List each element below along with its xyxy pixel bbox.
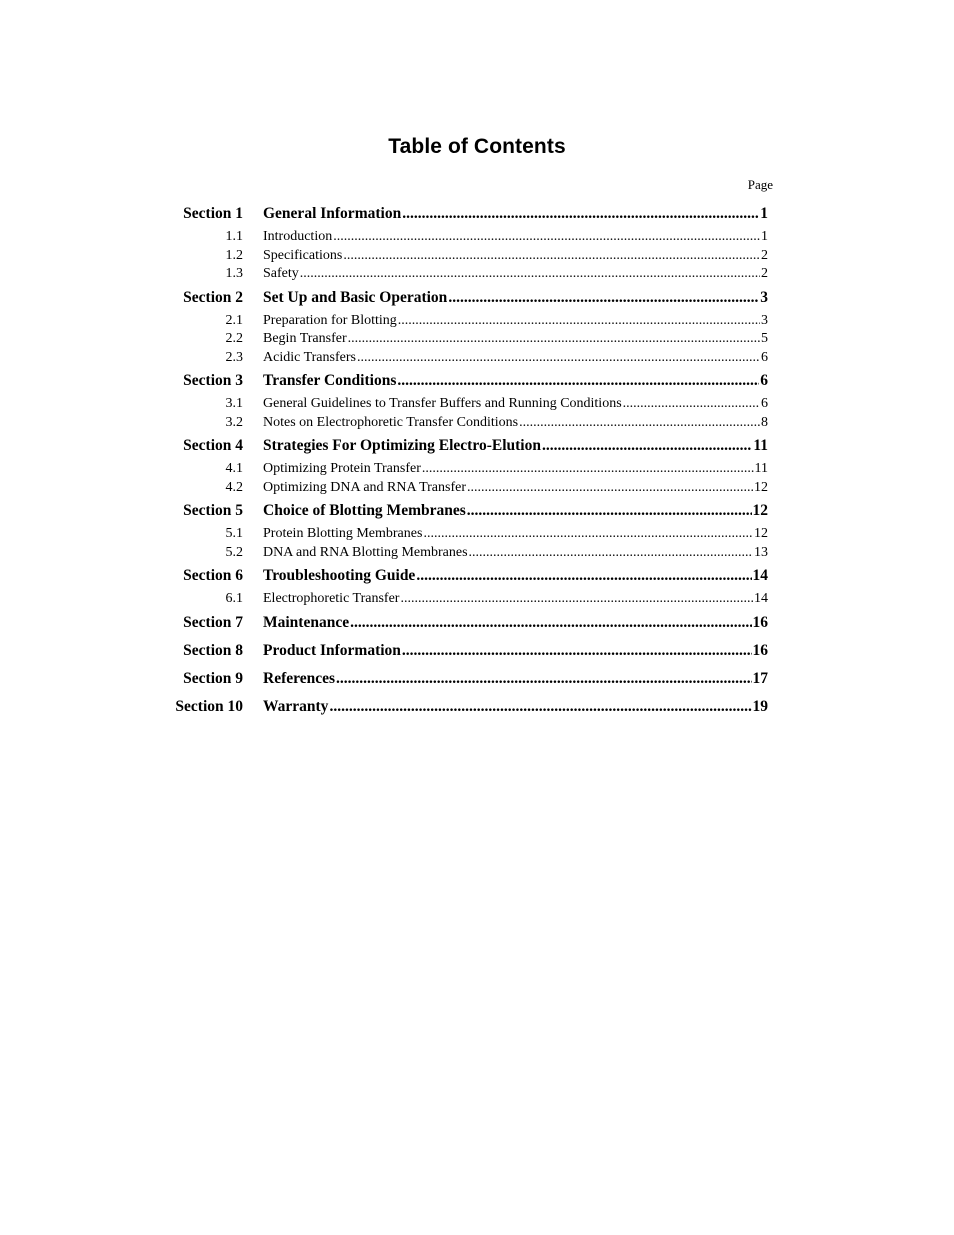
dot-leader: [357, 349, 760, 368]
toc-section-row[interactable]: [0, 432, 954, 460]
entry-title: Strategies For Optimizing Electro-Elution: [263, 437, 541, 454]
entry-page-number: 8: [761, 414, 768, 430]
dot-leader: [448, 284, 759, 312]
toc-entry[interactable]: [263, 590, 768, 609]
toc-entry[interactable]: [263, 544, 768, 563]
entry-page-number: 2: [761, 266, 768, 281]
toc-entry[interactable]: [263, 414, 768, 433]
dot-leader: [467, 479, 753, 498]
toc-subsection-row[interactable]: [0, 330, 954, 349]
toc-entry[interactable]: [263, 637, 768, 665]
entry-title: References: [263, 669, 336, 687]
toc-entry[interactable]: [263, 432, 768, 460]
toc-section-row[interactable]: [0, 693, 954, 721]
subsection-number: 2.1: [225, 312, 243, 328]
toc-entry[interactable]: [263, 395, 768, 414]
entry-page-number: 12: [754, 526, 768, 541]
section-number: Section 8: [183, 641, 243, 659]
entry-title: Safety: [263, 266, 299, 281]
toc-entry[interactable]: [263, 693, 768, 721]
entry-page-number: 6: [760, 372, 768, 389]
entry-page-number: 2: [761, 247, 768, 263]
toc-entry[interactable]: [263, 330, 768, 349]
dot-leader: [467, 497, 752, 525]
toc-section-row[interactable]: [0, 497, 954, 525]
entry-title: DNA and RNA Blotting Membranes: [263, 544, 468, 560]
entry-title: Specifications: [263, 247, 343, 263]
entry-page-number: 12: [754, 479, 768, 495]
entry-page-number: 1: [760, 205, 768, 222]
subsection-number: 2.2: [225, 331, 243, 346]
entry-title: Choice of Blotting Membranes: [263, 502, 466, 519]
dot-leader: [350, 609, 751, 637]
toc-subsection-row[interactable]: [0, 349, 954, 368]
entry-title: Introduction: [263, 229, 333, 244]
dot-leader: [400, 590, 753, 609]
section-number: Section 9: [183, 669, 243, 687]
dot-leader: [336, 665, 751, 693]
toc-subsection-row[interactable]: [0, 479, 954, 498]
toc-entry[interactable]: [263, 609, 768, 637]
entry-page-number: 1: [761, 229, 768, 244]
toc-section-row[interactable]: [0, 609, 954, 637]
entry-title: Troubleshooting Guide: [263, 567, 416, 584]
entry-title: Set Up and Basic Operation: [263, 288, 448, 306]
dot-leader: [402, 200, 759, 228]
toc-entry[interactable]: [263, 367, 768, 395]
subsection-number: 6.1: [225, 591, 243, 606]
subsection-number: 1.3: [225, 266, 243, 281]
section-number: Section 6: [183, 567, 243, 584]
toc-section-row[interactable]: [0, 200, 954, 228]
dot-leader: [469, 544, 753, 563]
toc-section-row[interactable]: [0, 637, 954, 665]
entry-page-number: 6: [761, 396, 768, 411]
dot-leader: [348, 330, 760, 349]
dot-leader: [343, 247, 760, 266]
toc-entry[interactable]: [263, 525, 768, 544]
entry-page-number: 17: [752, 669, 768, 687]
dot-leader: [397, 367, 759, 395]
subsection-number: 1.2: [225, 247, 243, 263]
toc-section-row[interactable]: [0, 665, 954, 693]
subsection-number: 5.1: [225, 526, 243, 541]
toc-subsection-row[interactable]: [0, 525, 954, 544]
section-number: Section 4: [183, 437, 243, 454]
toc-subsection-row[interactable]: [0, 395, 954, 414]
entry-title: General Guidelines to Transfer Buffers and Running Conditions: [263, 396, 622, 411]
dot-leader: [398, 312, 760, 331]
entry-page-number: 12: [752, 502, 768, 519]
entry-title: Preparation for Blotting: [263, 312, 397, 328]
dot-leader: [333, 228, 760, 247]
toc-subsection-row[interactable]: [0, 265, 954, 284]
dot-leader: [423, 525, 753, 544]
dot-leader: [329, 693, 751, 721]
entry-title: Optimizing DNA and RNA Transfer: [263, 479, 466, 495]
section-number: Section 10: [175, 697, 243, 715]
entry-page-number: 6: [761, 349, 768, 365]
entry-page-number: 16: [752, 641, 768, 659]
toc-entry[interactable]: [263, 312, 768, 331]
entry-title: Electrophoretic Transfer: [263, 591, 400, 606]
entry-title: Protein Blotting Membranes: [263, 526, 423, 541]
toc-entry[interactable]: [263, 284, 768, 312]
subsection-number: 2.3: [225, 349, 243, 365]
toc-section-row[interactable]: [0, 284, 954, 312]
dot-leader: [623, 395, 760, 414]
entry-title: Maintenance: [263, 613, 350, 631]
toc-subsection-row[interactable]: [0, 247, 954, 266]
entry-title: Transfer Conditions: [263, 372, 397, 389]
section-number: Section 3: [183, 372, 243, 389]
entry-title: Acidic Transfers: [263, 349, 356, 365]
section-number: Section 2: [183, 288, 243, 306]
subsection-number: 3.2: [225, 414, 243, 430]
subsection-number: 4.1: [225, 461, 243, 476]
entry-title: Notes on Electrophoretic Transfer Conditions: [263, 414, 519, 430]
toc-entry[interactable]: [263, 228, 768, 247]
toc-entry[interactable]: [263, 200, 768, 228]
toc-entry[interactable]: [263, 265, 768, 284]
entry-page-number: 3: [761, 312, 768, 328]
toc-subsection-row[interactable]: [0, 312, 954, 331]
page-column-label: Page: [747, 177, 773, 192]
entry-title: Begin Transfer: [263, 331, 347, 346]
entry-page-number: 16: [752, 613, 768, 631]
entry-page-number: 11: [753, 437, 768, 454]
dot-leader: [542, 432, 752, 460]
toc-entry[interactable]: [263, 460, 768, 479]
subsection-number: 1.1: [225, 229, 243, 244]
toc-entry[interactable]: [263, 497, 768, 525]
entry-title: Warranty: [263, 697, 329, 715]
toc-entry[interactable]: [263, 247, 768, 266]
toc-subsection-row[interactable]: [0, 544, 954, 563]
toc-entry[interactable]: [263, 665, 768, 693]
toc-entry[interactable]: [263, 562, 768, 590]
toc-section-row[interactable]: [0, 562, 954, 590]
entry-page-number: 3: [760, 288, 768, 306]
toc-section-row[interactable]: [0, 367, 954, 395]
entry-title: Product Information: [263, 641, 401, 659]
toc-entry[interactable]: [263, 349, 768, 368]
subsection-number: 4.2: [225, 479, 243, 495]
entry-title: Optimizing Protein Transfer: [263, 461, 421, 476]
toc-entry[interactable]: [263, 479, 768, 498]
entry-page-number: 13: [754, 544, 768, 560]
subsection-number: 5.2: [225, 544, 243, 560]
page-title: Table of Contents: [388, 135, 566, 158]
dot-leader: [402, 637, 752, 665]
toc-subsection-row[interactable]: [0, 228, 954, 247]
section-number: Section 7: [183, 613, 243, 631]
entry-page-number: 11: [754, 461, 768, 476]
section-number: Section 5: [183, 502, 243, 519]
entry-page-number: 19: [752, 697, 768, 715]
dot-leader: [422, 460, 754, 479]
subsection-number: 3.1: [225, 396, 243, 411]
toc-subsection-row[interactable]: [0, 414, 954, 433]
entry-page-number: 14: [752, 567, 768, 584]
table-of-contents: [0, 200, 954, 721]
dot-leader: [416, 562, 751, 590]
entry-page-number: 5: [761, 331, 768, 346]
toc-subsection-row[interactable]: [0, 590, 954, 609]
section-number: Section 1: [183, 205, 243, 222]
entry-title: General Information: [263, 205, 402, 222]
entry-page-number: 14: [754, 591, 768, 606]
dot-leader: [300, 265, 760, 284]
toc-subsection-row[interactable]: [0, 460, 954, 479]
dot-leader: [519, 414, 760, 433]
